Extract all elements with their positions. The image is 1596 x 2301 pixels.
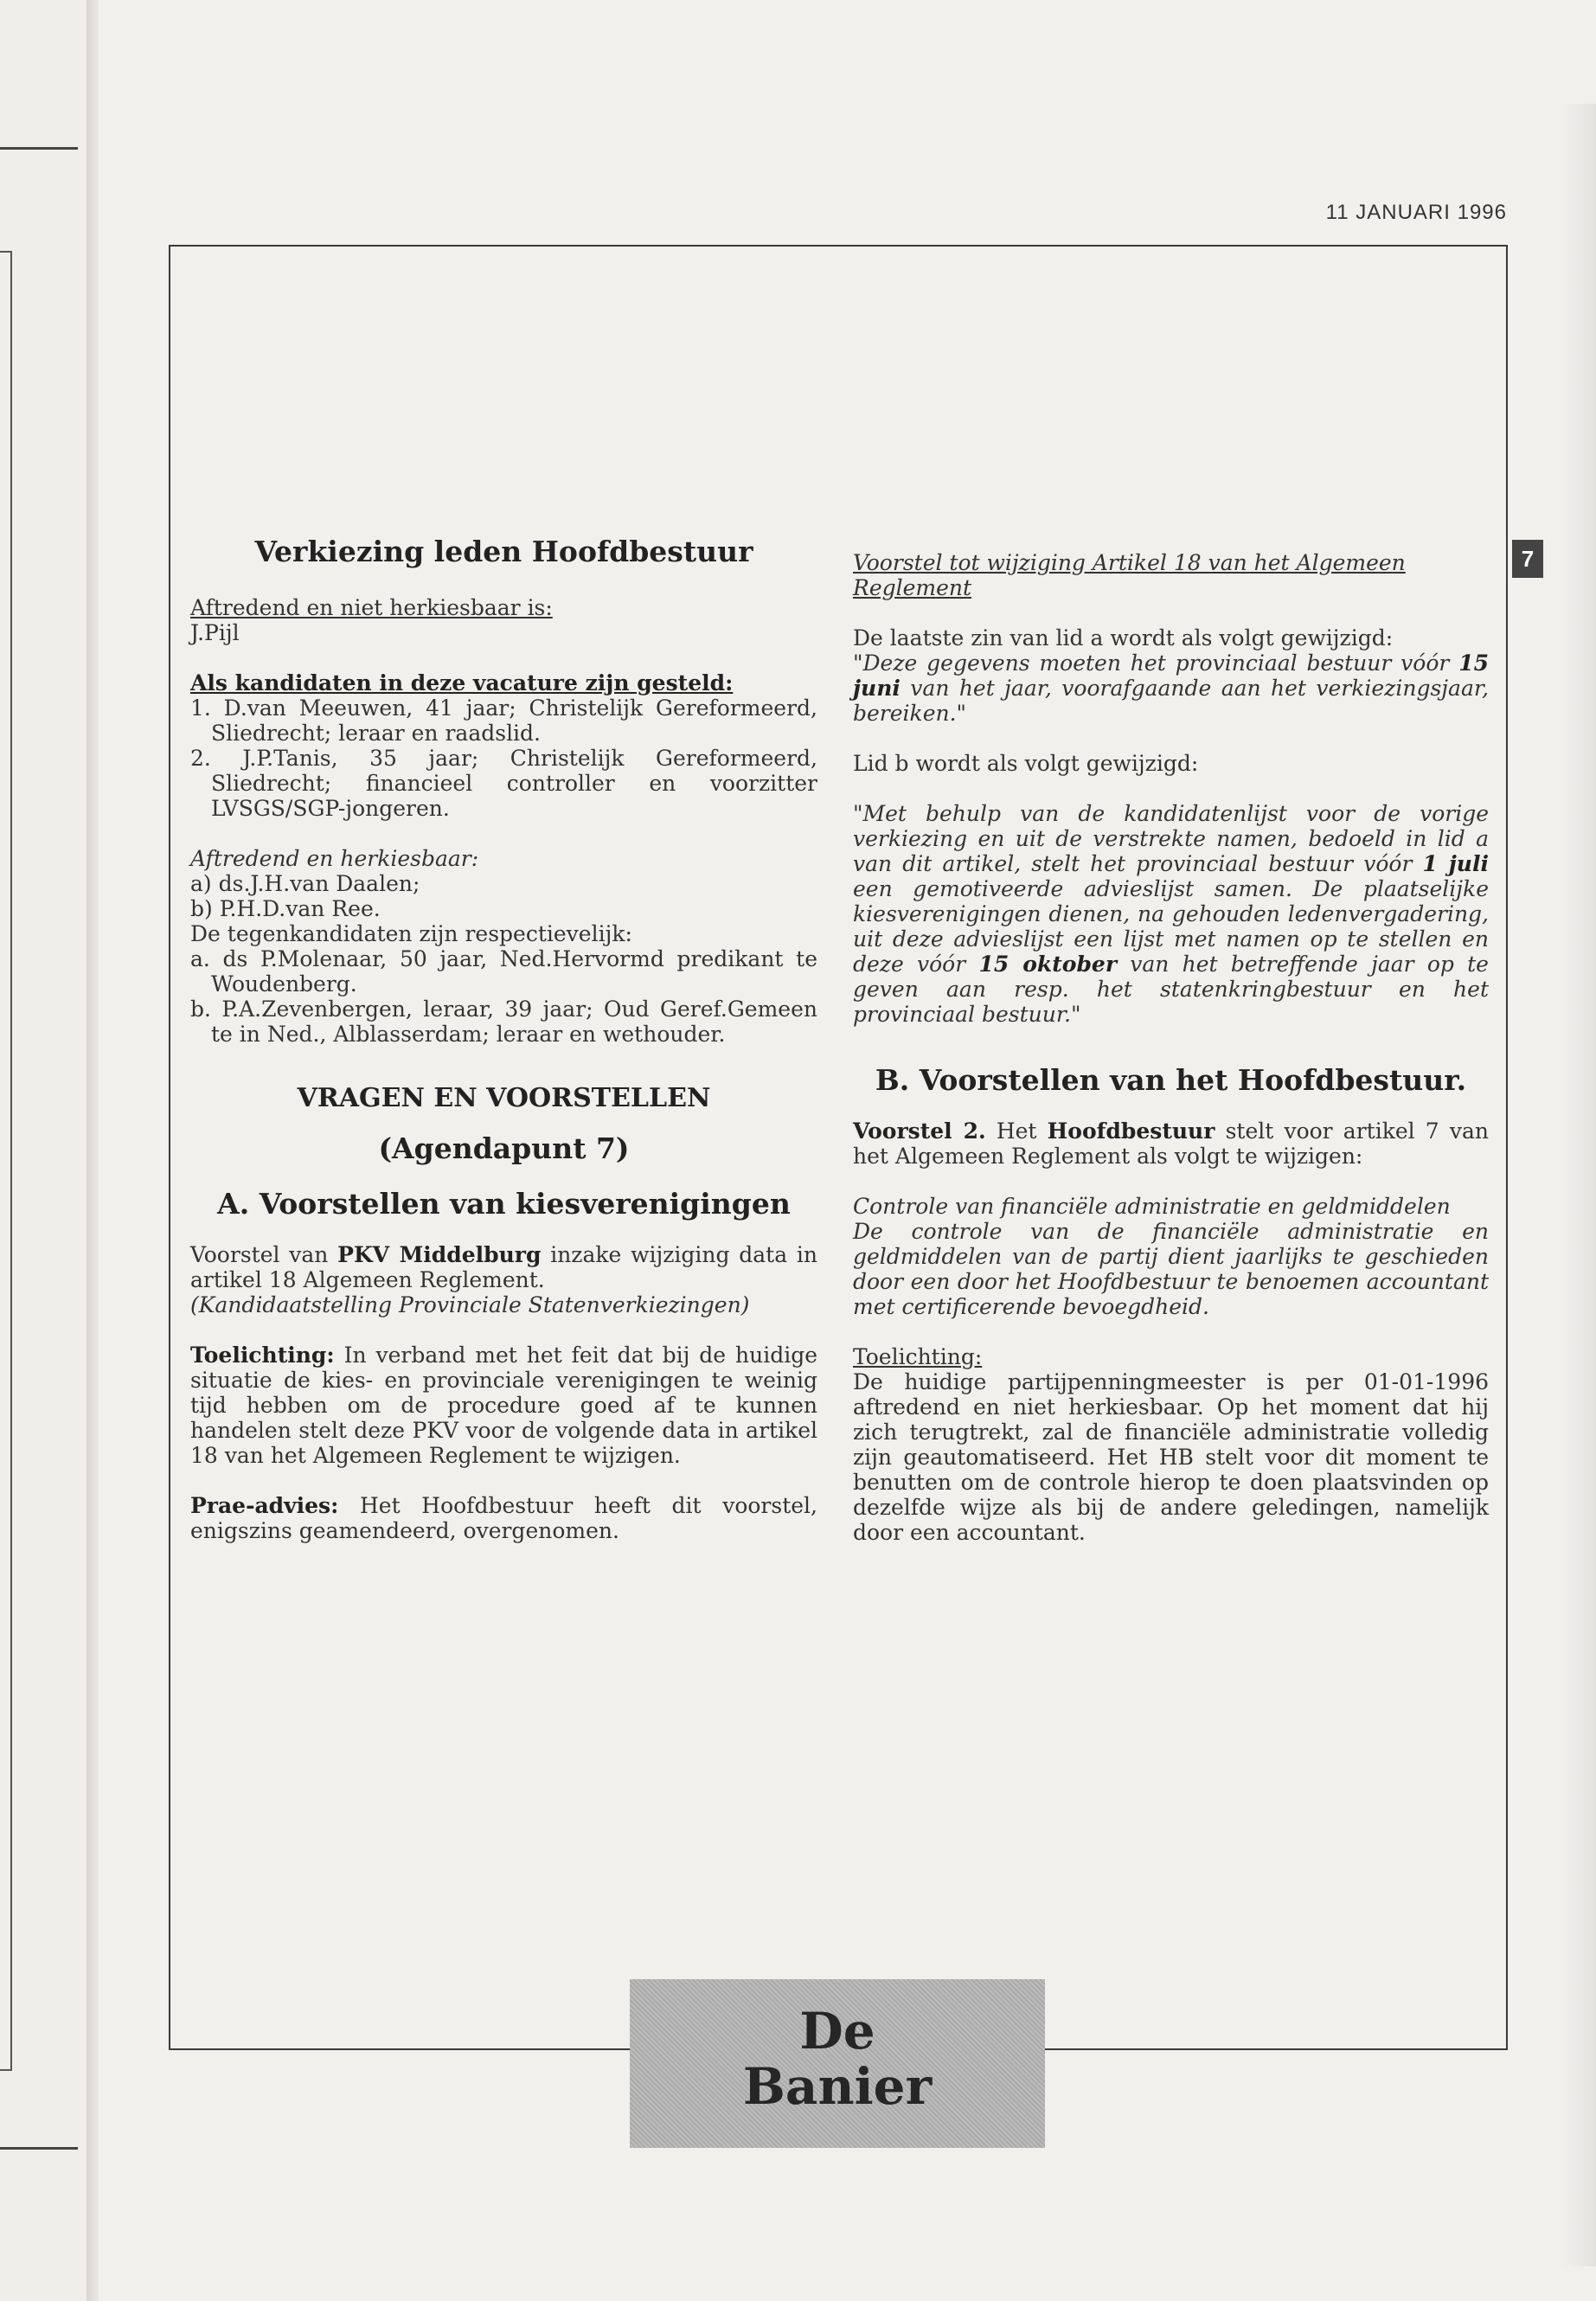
logo-line-1: De [799,2002,875,2061]
left-column [190,535,817,1543]
article-7-text: De controle van de financiële administratie en geldmiddelen van de partij dient jaarlijks te geschieden door een door het Hoofdbestuur te benoemen accountant met certificerende bevoegdheid. [853,1219,1489,1319]
reelect-item: a) ds.J.H.van Daalen; [190,871,420,896]
section-title: VRAGEN EN VOORSTELLEN [297,1083,711,1113]
lid-a-intro: De laatste zin van lid a wordt als volgt gewijzigd: [853,625,1394,651]
subsection-b-title: B. Voorstellen van het Hoofdbestuur. [875,1063,1467,1097]
counter-candidate-item: b. P.A.Zevenbergen, leraar, 39 jaar; Oud Geref.Gemeen te in Ned., Alblasserdam; leraar en wethouder. [190,997,817,1047]
page-gutter [87,0,99,2301]
de-banier-logo [630,1979,1045,2148]
subsection-a-title: A. Voorstellen van kiesverenigingen [217,1187,791,1221]
election-title: Verkiezing leden Hoofdbestuur [254,535,753,568]
counter-candidates-label: De tegenkandidaten zijn respectievelijk: [190,921,632,946]
lid-b-quote: "Met behulp van de kandidatenlijst voor de vorige verkiezing en uit de verstrekte namen, bedoeld in lid a van dit artikel, stelt het provinciaal bestuur vóór 1 juli een gemotiveerde advieslijst samen. De plaatselijke kiesverenigingen dienen, na gehouden ledenvergadering, uit deze advieslijst een lijst met namen op te stellen en deze vóór 15 oktober van het betreffende jaar op te geven aan resp. het statenkringbestuur en het provinciaal bestuur." [853,801,1489,1027]
previous-page-frame [0,251,12,2071]
retiring-name: J.Pijl [190,620,240,645]
toelichting-2-text: De huidige partijpenningmeester is per 01-01-1996 aftredend en niet herkiesbaar. Op het moment dat hij zich terugtrekt, zal de financiële administratie volledig zijn geautomatiseerd. Het HB stelt voor dit moment te benutten om de controle hierop te doen plaatsvinden op dezelfde wijze als bij de andere geledingen, namelijk door een accountant. [853,1369,1489,1545]
proposal-org: PKV Middelburg [337,1242,542,1267]
logo-line-2: Banier [742,2057,933,2116]
page-number-tab: 7 [1512,540,1543,578]
candidate-item: 2. J.P.Tanis, 35 jaar; Christelijk Gereformeerd, Sliedrecht; financieel controller en voorzitter LVSGS/SGP-jongeren. [190,746,817,821]
reelect-item: b) P.H.D.van Ree. [190,896,381,921]
previous-page-rule-bottom [0,2147,78,2150]
praeadvies-label: Prae-advies: [190,1493,339,1518]
counter-candidate-item: a. ds P.Molenaar, 50 jaar, Ned.Hervormd predikant te Woudenberg. [190,946,817,997]
right-column [853,550,1489,1545]
candidates-label: Als kandidaten in deze vacature zijn gesteld: [190,670,734,695]
proposal-note: (Kandidaatstelling Provinciale Statenverkiezingen) [190,1292,750,1317]
page-date: 11 JANUARI 1996 [1325,201,1507,224]
reelect-label: Aftredend en herkiesbaar: [190,846,479,871]
candidate-item: 1. D.van Meeuwen, 41 jaar; Christelijk Gereformeerd, Sliedrecht; leraar en raadslid. [190,695,817,746]
amendment-title: Voorstel tot wijziging Artikel 18 van het Algemeen Reglement [853,550,1406,600]
article-7-title: Controle van financiële administratie en geldmiddelen [853,1194,1451,1219]
lid-a-quote: "Deze gegevens moeten het provinciaal bestuur vóór 15 juni van het jaar, voorafgaande aan het verkiezingsjaar, bereiken." [853,651,1489,726]
toelichting-2-label: Toelichting: [853,1344,983,1369]
toelichting-label: Toelichting: [190,1343,335,1368]
proposal-paragraph: Voorstel van PKV Middelburg inzake wijziging data in artikel 18 Algemeen Reglement. [190,1242,817,1292]
praeadvies-paragraph: Prae-advies: Het Hoofdbestuur heeft dit voorstel, enigszins geamendeerd, overgenomen. [190,1493,817,1543]
toelichting-paragraph: Toelichting: In verband met het feit dat bij de huidige situatie de kies- en provinciale verenigingen te weinig tijd hebben om de procedure goed af te kunnen handelen stelt deze PKV voor de volgende data in artikel 18 van het Algemeen Reglement te wijzigen. [190,1343,817,1468]
previous-page-edge [0,0,88,2301]
previous-page-rule-top [0,147,78,150]
lid-b-intro: Lid b wordt als volgt gewijzigd: [853,751,1199,776]
retiring-label: Aftredend en niet herkiesbaar is: [190,595,553,620]
voorstel-2-paragraph: Voorstel 2. Het Hoofdbestuur stelt voor artikel 7 van het Algemeen Reglement als volgt te wijzigen: [853,1118,1489,1169]
agenda-title: (Agendapunt 7) [378,1131,630,1165]
